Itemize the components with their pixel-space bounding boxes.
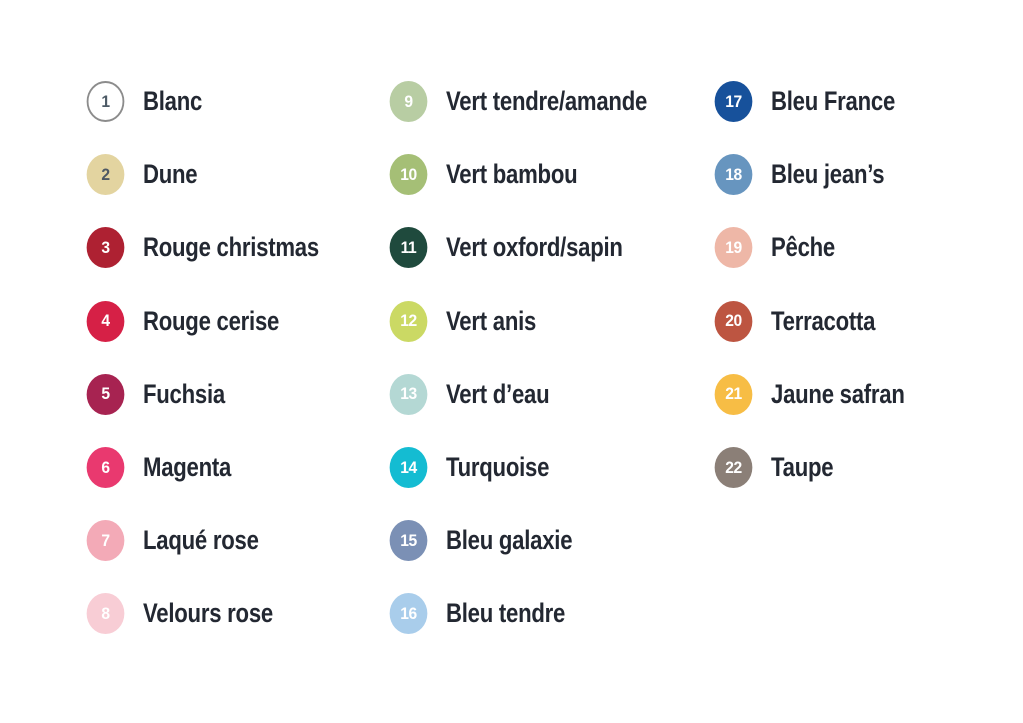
color-item-17	[713, 65, 934, 138]
color-label: Rouge christmas	[143, 232, 319, 263]
color-swatch: 7	[87, 520, 125, 561]
color-item-5	[85, 358, 358, 431]
color-label: Fuchsia	[143, 378, 225, 409]
color-label: Bleu galaxie	[446, 525, 573, 556]
color-swatch: 17	[715, 81, 753, 122]
color-item-19	[713, 211, 934, 284]
palette-column-3	[713, 65, 934, 504]
color-label: Bleu tendre	[446, 598, 566, 629]
color-swatch: 2	[87, 154, 125, 195]
color-label: Bleu jean’s	[771, 159, 885, 190]
color-swatch: 10	[390, 154, 428, 195]
color-label: Turquoise	[446, 452, 550, 483]
color-swatch: 16	[390, 593, 428, 634]
color-item-11	[388, 211, 691, 284]
color-label: Taupe	[771, 452, 834, 483]
color-item-10	[388, 138, 691, 211]
color-swatch: 14	[390, 447, 428, 488]
color-item-22	[713, 431, 934, 504]
color-item-4	[85, 285, 358, 358]
color-item-1	[85, 65, 358, 138]
color-item-21	[713, 358, 934, 431]
color-swatch: 21	[715, 374, 753, 415]
color-label: Vert anis	[446, 305, 537, 336]
color-label: Dune	[143, 159, 198, 190]
color-label: Blanc	[143, 86, 203, 117]
color-item-18	[713, 138, 934, 211]
color-item-6	[85, 431, 358, 504]
color-swatch: 19	[715, 227, 753, 268]
color-swatch: 3	[87, 227, 125, 268]
color-item-20	[713, 285, 934, 358]
color-item-8	[85, 577, 358, 650]
color-label: Vert bambou	[446, 159, 578, 190]
color-swatch: 20	[715, 301, 753, 342]
color-item-13	[388, 358, 691, 431]
color-label: Jaune safran	[771, 378, 905, 409]
color-swatch: 6	[87, 447, 125, 488]
color-label: Pêche	[771, 232, 836, 263]
color-item-15	[388, 504, 691, 577]
color-label: Velours rose	[143, 598, 273, 629]
color-item-14	[388, 431, 691, 504]
color-swatch: 9	[390, 81, 428, 122]
color-item-2	[85, 138, 358, 211]
palette-column-1	[85, 65, 358, 651]
color-swatch: 22	[715, 447, 753, 488]
color-label: Vert oxford/sapin	[446, 232, 623, 263]
color-label: Rouge cerise	[143, 305, 280, 336]
color-swatch: 8	[87, 593, 125, 634]
color-item-9	[388, 65, 691, 138]
color-swatch: 1	[87, 81, 125, 122]
color-label: Vert tendre/amande	[446, 86, 648, 117]
color-item-7	[85, 504, 358, 577]
color-item-16	[388, 577, 691, 650]
color-swatch: 12	[390, 301, 428, 342]
color-label: Laqué rose	[143, 525, 259, 556]
color-item-3	[85, 211, 358, 284]
color-swatch: 18	[715, 154, 753, 195]
color-swatch: 11	[390, 227, 428, 268]
color-swatch: 13	[390, 374, 428, 415]
color-item-12	[388, 285, 691, 358]
color-label: Bleu France	[771, 86, 896, 117]
color-label: Vert d’eau	[446, 378, 550, 409]
palette-column-2	[388, 65, 691, 651]
color-swatch: 4	[87, 301, 125, 342]
color-label: Terracotta	[771, 305, 876, 336]
color-swatch: 5	[87, 374, 125, 415]
color-label: Magenta	[143, 452, 232, 483]
color-swatch: 15	[390, 520, 428, 561]
